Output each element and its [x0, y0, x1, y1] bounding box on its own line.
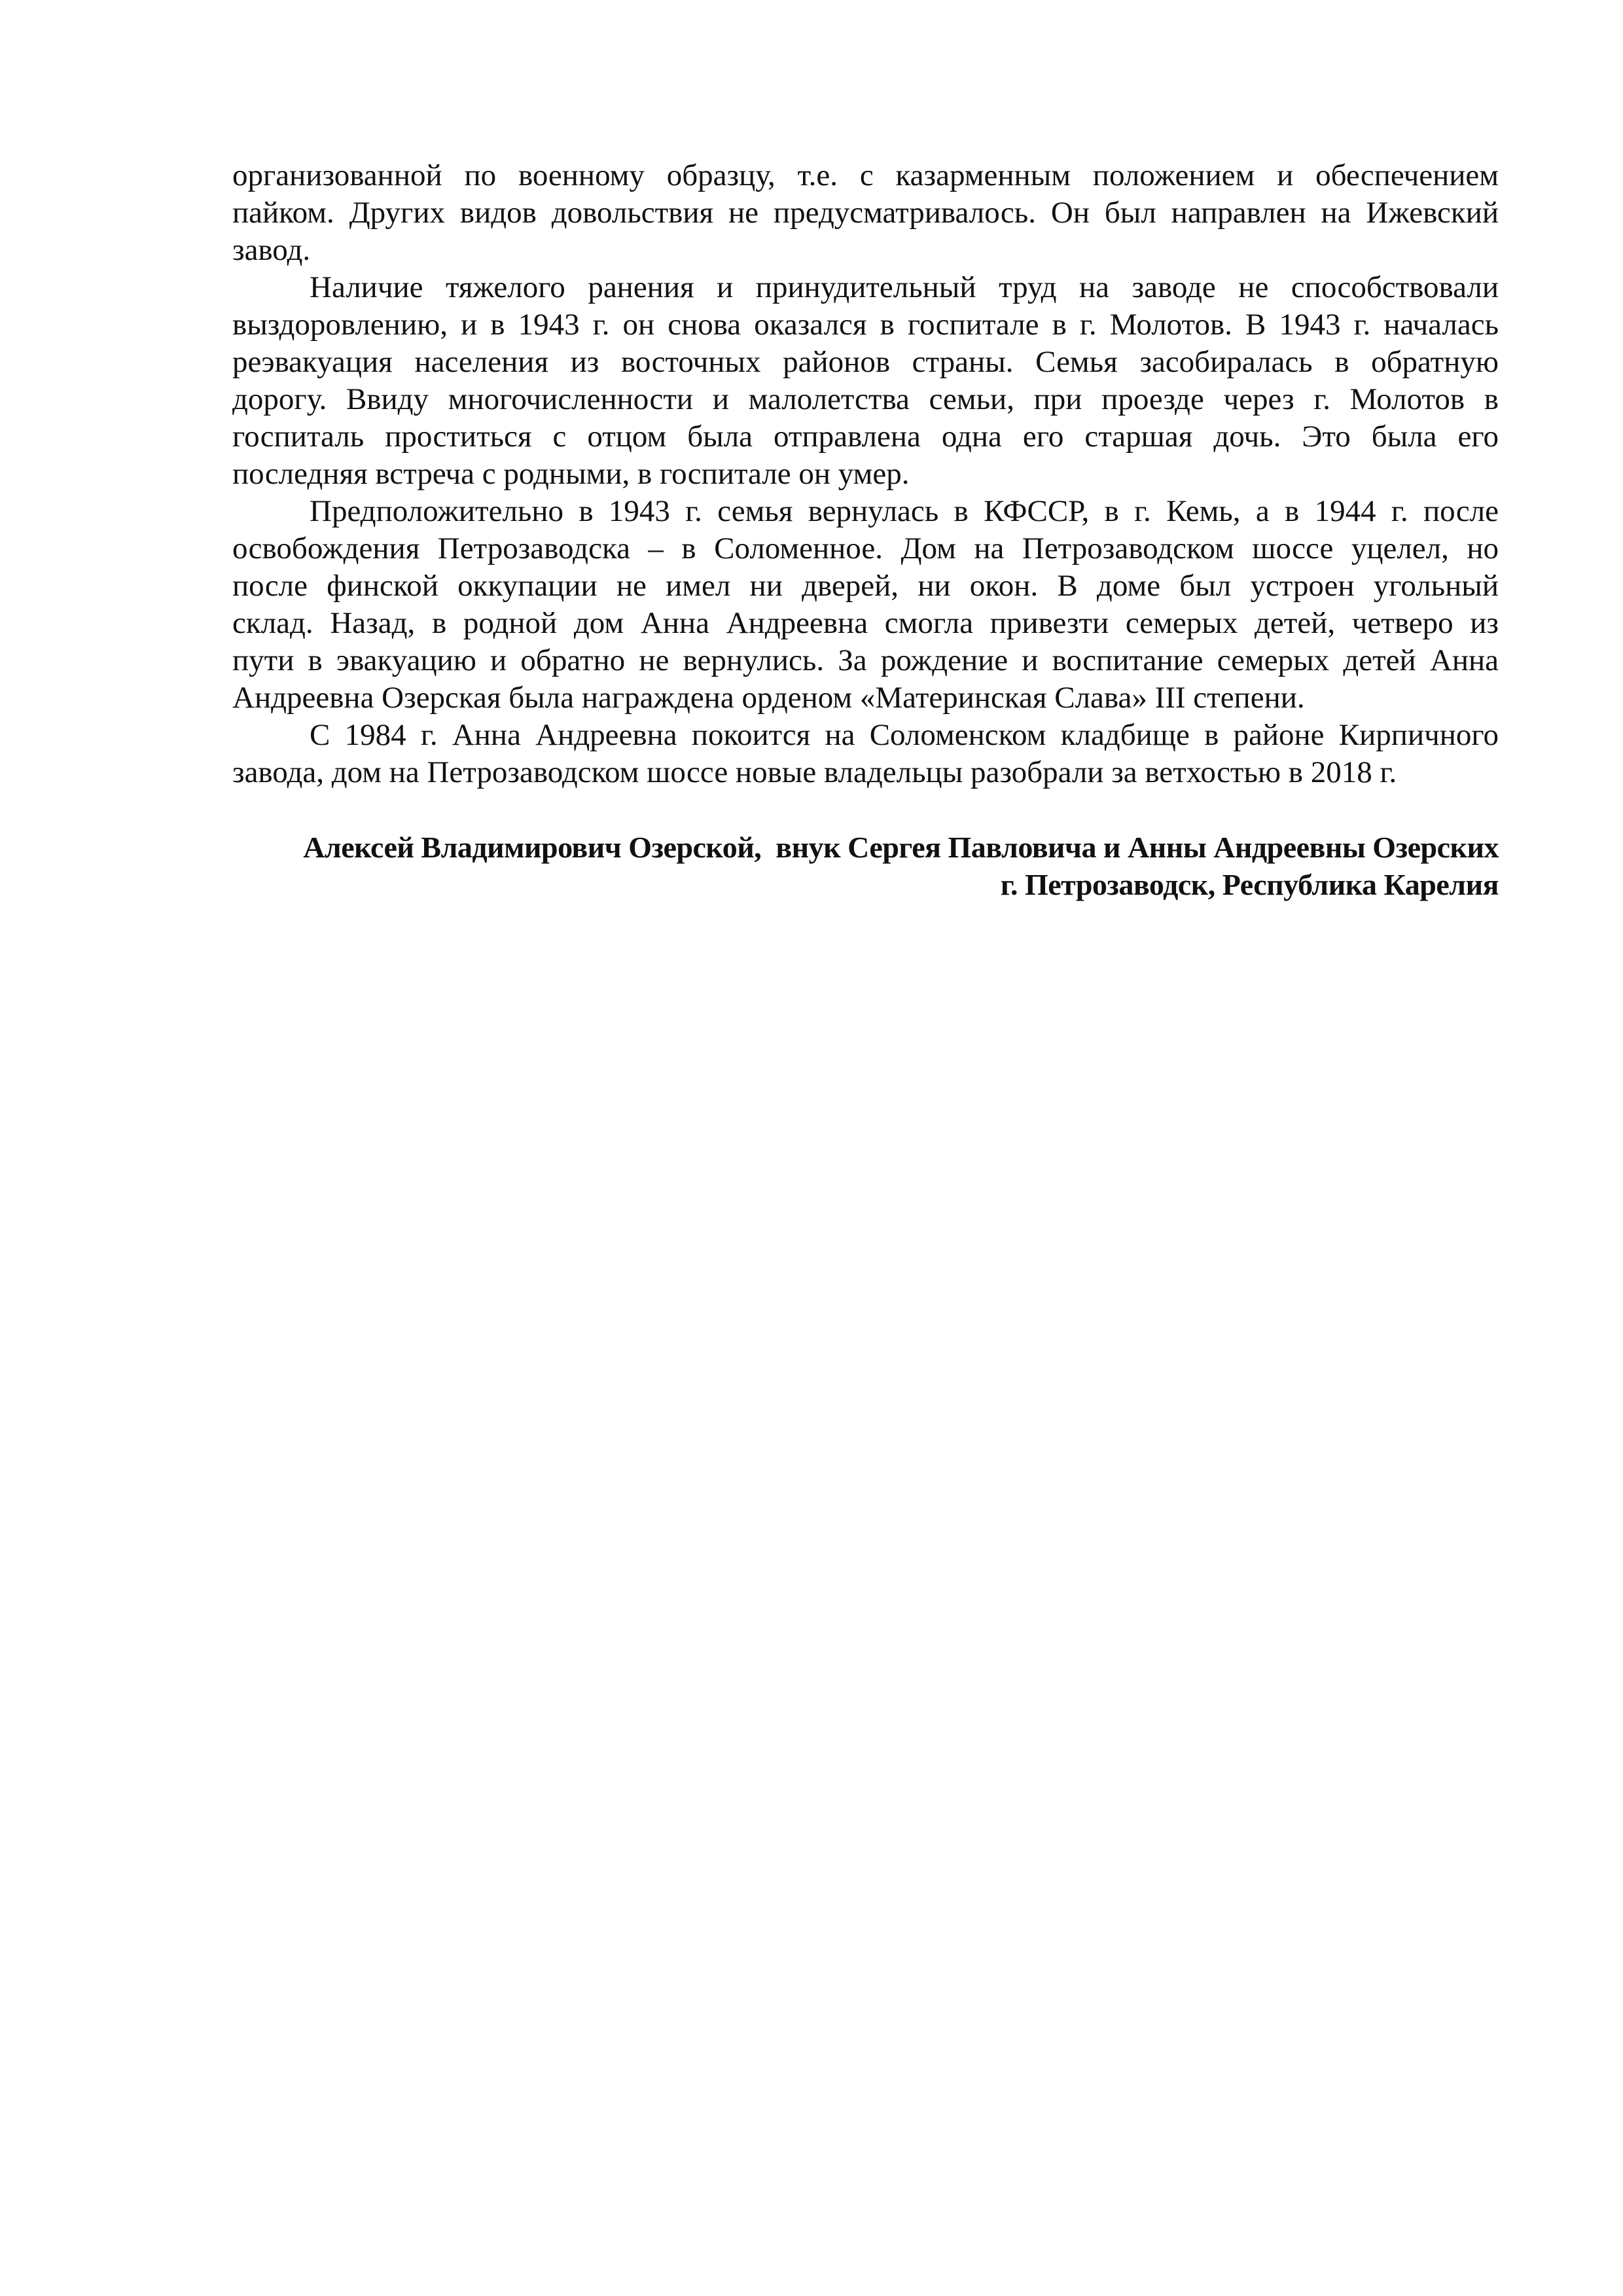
- document-page: [232, 157, 1499, 903]
- text-line: завод.: [232, 233, 311, 267]
- text-line: склад. Назад, в родной дом Анна Андреевна смогла привезти семерых детей, четверо из: [232, 606, 1499, 640]
- text-line: Предположительно в 1943 г. семья вернулась в КФССР, в г. Кемь, а в 1944 г. после: [310, 494, 1499, 528]
- paragraph-1: [232, 157, 1499, 269]
- text-line: освобождения Петрозаводска – в Соломенное. Дом на Петрозаводском шоссе уцелел, но: [232, 531, 1499, 565]
- text-line: после финской оккупации не имел ни дверей, ни окон. В доме был устроен угольный: [232, 569, 1499, 603]
- text-line: пути в эвакуацию и обратно не вернулись. За рождение и воспитание семерых детей Анна: [232, 643, 1499, 677]
- signature-block: [232, 829, 1499, 903]
- signature-location: г. Петрозаводск, Республика Карелия: [1000, 868, 1499, 901]
- text-line: пайком. Других видов довольствия не предусматривалось. Он был направлен на Ижевский: [232, 196, 1499, 230]
- text-line: госпиталь проститься с отцом была отправлена одна его старшая дочь. Это была его: [232, 420, 1499, 454]
- text-line: С 1984 г. Анна Андреевна покоится на Соломенском кладбище в районе Кирпичного: [310, 718, 1499, 752]
- paragraph-4: [232, 717, 1499, 791]
- text-line: выздоровлению, и в 1943 г. он снова оказался в госпитале в г. Молотов. В 1943 г. началась: [232, 308, 1499, 342]
- text-line: реэвакуация населения из восточных районов страны. Семья засобиралась в обратную: [232, 345, 1499, 379]
- text-line: завода, дом на Петрозаводском шоссе новые владельцы разобрали за ветхостью в 2018 г.: [232, 755, 1397, 789]
- paragraph-2: [232, 269, 1499, 493]
- paragraph-3: [232, 493, 1499, 717]
- text-line: Андреевна Озерская была награждена орденом «Материнская Слава» III степени.: [232, 681, 1305, 715]
- text-line: дорогу. Ввиду многочисленности и малолетства семьи, при проезде через г. Молотов в: [232, 382, 1499, 416]
- signature-author: Алексей Владимирович Озерской, внук Сергея Павловича и Анны Андреевны Озерских: [303, 831, 1499, 864]
- text-line: Наличие тяжелого ранения и принудительный труд на заводе не способствовали: [310, 270, 1499, 304]
- text-line: организованной по военному образцу, т.е. с казарменным положением и обеспечением: [232, 158, 1499, 192]
- text-line: последняя встреча с родными, в госпитале он умер.: [232, 457, 910, 491]
